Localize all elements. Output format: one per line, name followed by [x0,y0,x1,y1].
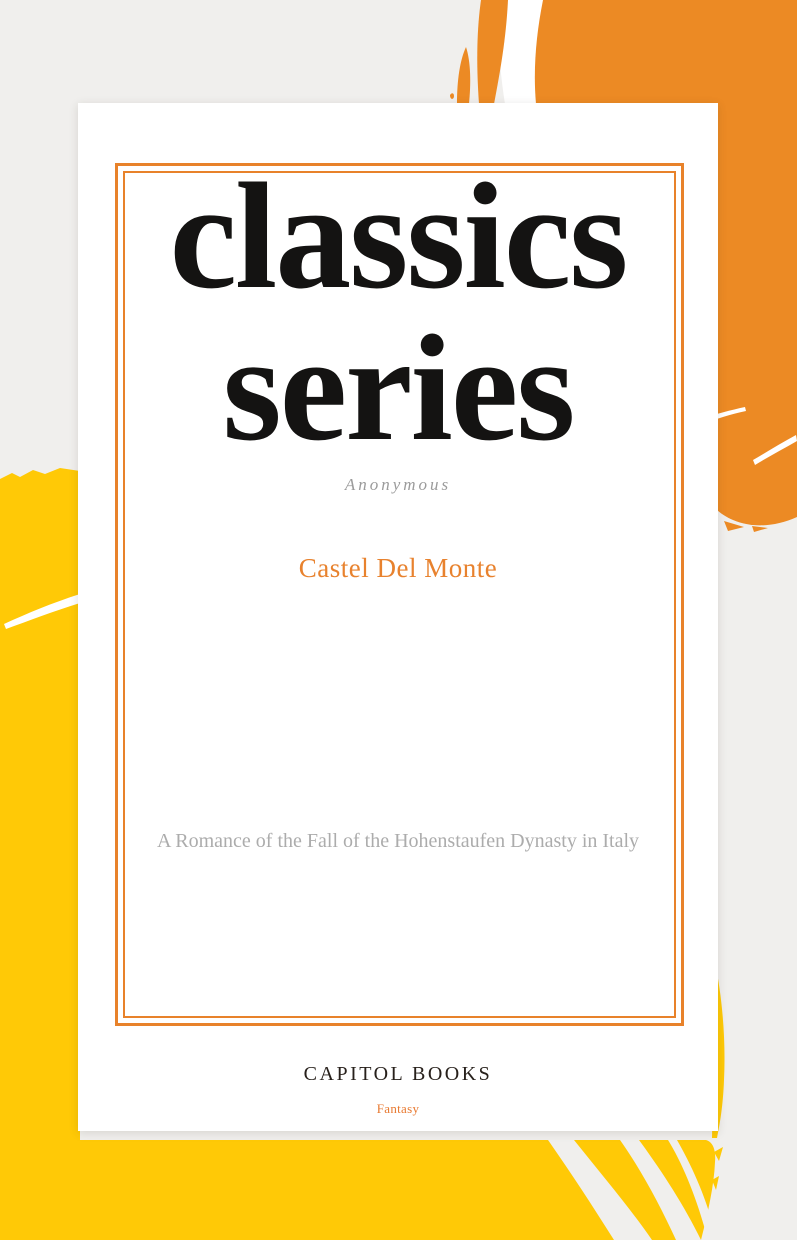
author-name: Anonymous [344,475,452,494]
book-title: Castel Del Monte [298,553,498,583]
publisher-name: CAPITOL BOOKS [303,1063,493,1085]
orange-brush-top [535,0,797,104]
yellow-brush-left [0,468,80,1240]
cover-card [78,103,718,1131]
subtitle: A Romance of the Fall of the Hohenstaufen Dynasty in Italy [156,830,640,852]
genre-label: Fantasy [376,1101,420,1116]
series-title-line2: series [222,304,574,472]
orange-streak-small [450,47,470,104]
series-title-line1: classics [169,152,627,320]
